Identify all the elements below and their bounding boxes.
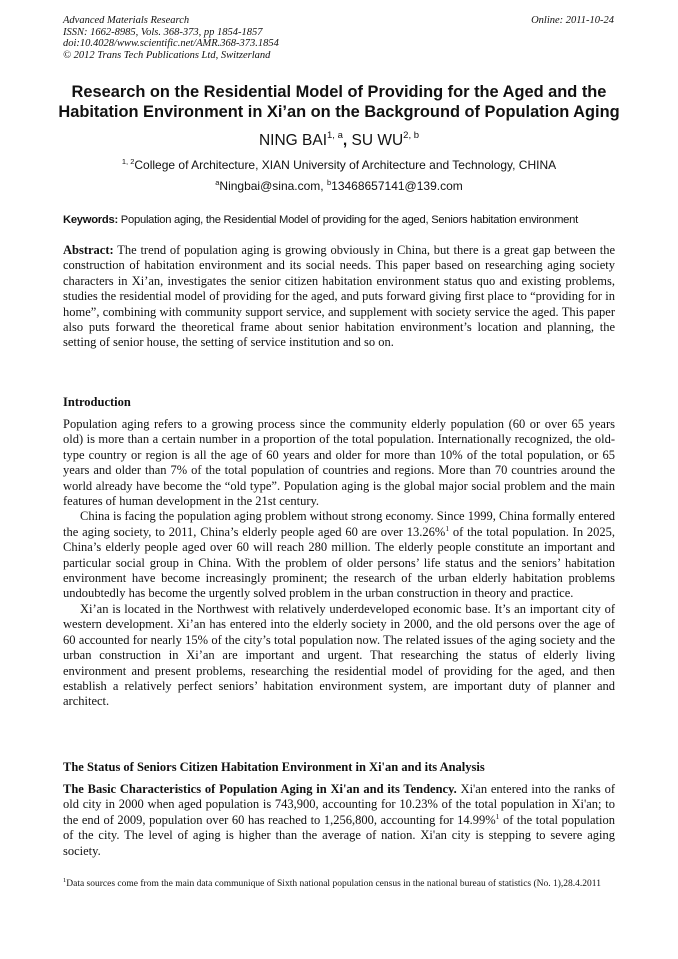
email-a: Ningbai@sina.com,	[219, 179, 327, 193]
title-line-1: Research on the Residential Model of Providing for the Aged and the	[71, 83, 607, 101]
footnote-ref: 1	[445, 523, 450, 533]
abstract-label: Abstract:	[63, 243, 114, 257]
author-emails	[0, 179, 678, 193]
author-2-affil-mark: 2, b	[403, 130, 420, 141]
author-list	[0, 132, 678, 150]
title-line-2: Habitation Environment in Xi’an on the Background of Population Aging	[58, 102, 620, 121]
online-date: Online: 2011-10-24	[531, 15, 614, 26]
author-2-name: SU WU	[351, 132, 404, 149]
email-b: 13468657141@139.com	[331, 179, 463, 193]
intro-p2-text-b: of the total population. In 2025, China’s elderly people aged over 60 will reach 280 million. The elderly people constitute an important and particular social group in China. With the problem of older persons’ life status and the seniors’ habitation environment have become increasingly prominent; the research of the urban elderly habitation problems undoubtedly has become the urgently solved problem in the urban construction in theory and practice.	[63, 524, 616, 601]
affiliation	[0, 158, 678, 172]
intro-paragraph-2	[63, 509, 615, 601]
introduction-heading: Introduction	[63, 395, 131, 409]
author-separator: ,	[342, 132, 352, 149]
abstract	[63, 243, 615, 351]
author-1-name: NING BAI	[258, 132, 328, 149]
keywords-text: Population aging, the Residential Model of providing for the aged, Seniors habitation environment	[117, 214, 578, 226]
journal-name: Advanced Materials Research	[63, 15, 190, 26]
section-2-body	[63, 782, 615, 859]
journal-header	[63, 15, 279, 61]
email-b-mark: b	[326, 178, 332, 187]
abstract-text: The trend of population aging is growing obviously in China, but there is a great gap between the construction of habitation environment and its social needs. This paper based on researching aging society characters in Xi’an, investigates the senior citizen habitation environment status quo and existing problems, studies the residential model of providing for the aged, and puts forward giving first place to “providing for in home”, combining with community support service, and supplement with society service the aged. This paper also puts forward the theoretical frame about senior habitation environment’s location and planning, the setting of senior house, the setting of service institution and so on.	[63, 243, 615, 350]
section-2-heading: The Status of Seniors Citizen Habitation Environment in Xi'an and its Analysis	[63, 760, 485, 774]
affiliation-mark: 1, 2	[121, 157, 135, 166]
keywords-label: Keywords:	[63, 214, 118, 226]
issn-line: ISSN: 1662-8985, Vols. 368-373, pp 1854-1857	[63, 26, 263, 38]
intro-paragraph-3: Xi’an is located in the Northwest with relatively underdeveloped economic base. It’s an important city of western development. Xi’an has entered into the elderly society in 2000, and the old persons over the age of 60 accounted for nearly 15% of the city’s total population now. The related issues of the aging society and the urban construction in Xi’an are important and urgent. That researching the status of elderly living environment and present problems, researching the residential model of providing for the aged, and then establish a relatively perfect seniors’ habitation environment system, are important duty of planner and architect.	[63, 601, 615, 709]
introduction-body	[63, 417, 615, 710]
section-2-text-a: Xi'an entered into the ranks of old city in 2000 when aged population is 743,900, accounting for 10.23% of the total population in Xi'an; to the end of 2009, population over 60 has reached to 1,256,800, accounting for 14.99%	[63, 782, 615, 827]
doi-line: doi:10.4028/www.scientific.net/AMR.368-373.1854	[63, 38, 279, 50]
footnote-ref: 1	[495, 811, 500, 821]
footnote	[63, 879, 615, 891]
footnote-mark: 1	[63, 877, 67, 884]
section-2-text-b: of the total population of the city. The level of aging is higher than the average of nation. Xi'an city is stepping to severe aging society.	[63, 812, 615, 858]
section-2-subheading: The Basic Characteristics of Population Aging in Xi'an and its Tendency.	[63, 782, 457, 796]
keywords	[63, 214, 623, 226]
paper-title	[40, 83, 638, 122]
intro-paragraph-1: Population aging refers to a growing process since the community elderly population (60 or over 65 years old) is more than a certain number in a proportion of the total population. Internationally recognized, the old-type country or region is all the age of 60 years and older for more than 10% of the total population, or 65 years and older than 7% of the total population of countries and regions. More than 70 countries around the world already have become the “old type”. Population aging is the global major social problem and the main features of human development in the 21st century.	[63, 417, 615, 509]
footnote-text: Data sources come from the main data communique of Sixth national population census in the national bureau of statistics (No. 1),28.4.2011	[66, 879, 601, 889]
copyright-line: © 2012 Trans Tech Publications Ltd, Switzerland	[63, 49, 271, 61]
author-1-affil-mark: 1, a	[327, 130, 343, 141]
affiliation-text: College of Architecture, XIAN University of Architecture and Technology, CHINA	[134, 158, 557, 172]
email-a-mark: a	[215, 178, 220, 187]
intro-p2-text-a: China is facing the population aging problem without strong economy. Since 1999, China formally entered the aging society, to 2011, China’s elderly people aged 60 are over 13.26%	[63, 509, 615, 539]
